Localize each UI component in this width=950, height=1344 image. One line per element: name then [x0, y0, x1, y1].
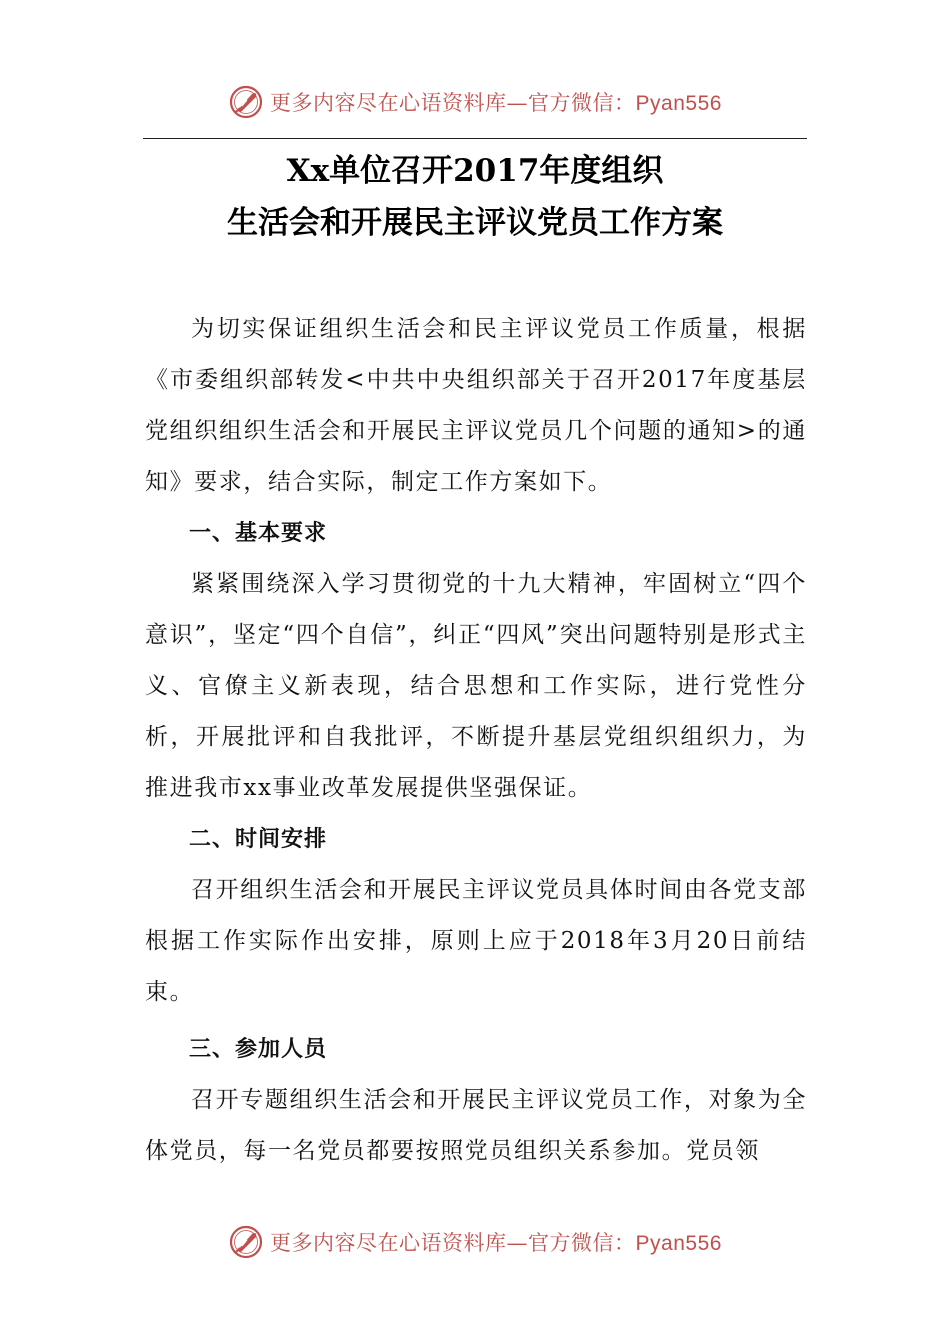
wechat-id: Pyan556	[635, 92, 722, 115]
wechat-id: Pyan556	[635, 1232, 722, 1255]
intro-paragraph: 为切实保证组织生活会和民主评议党员工作质量，根据《市委组织部转发<中共中央组织部关于召开2017年度基层党组织组织生活会和开展民主评议党员几个问题的通知>的通知》要求，结合实际，制定工作方案如下。	[145, 316, 807, 495]
quill-pen-logo-icon	[228, 84, 264, 120]
document-title-line-1: Xx单位召开2017年度组织	[286, 153, 664, 189]
watermark-text: 更多内容尽在心语资料库—官方微信：Pyan556	[270, 1231, 722, 1255]
document-body	[145, 304, 807, 1177]
section-heading-participants: 三、参加人员	[189, 1037, 328, 1062]
document-title-line-2: 生活会和开展民主评议党员工作方案	[227, 205, 723, 241]
section-body-requirements: 紧紧围绕深入学习贯彻党的十九大精神，牢固树立“四个意识”，坚定“四个自信”，纠正“四风”突出问题特别是形式主义、官僚主义新表现，结合思想和工作实际，进行党性分析，开展批评和自我批评，不断提升基层党组织组织力，为推进我市xx事业改革发展提供坚强保证。	[145, 571, 807, 801]
watermark-text: 更多内容尽在心语资料库—官方微信：Pyan556	[270, 91, 722, 115]
section-heading-requirements: 一、基本要求	[189, 521, 328, 546]
header-divider	[143, 138, 807, 139]
header-watermark-banner	[0, 80, 950, 124]
section-body-participants: 召开专题组织生活会和开展民主评议党员工作，对象为全体党员，每一名党员都要按照党员组织关系参加。党员领	[145, 1087, 807, 1164]
section-heading-schedule: 二、时间安排	[189, 827, 328, 852]
section-body-schedule: 召开组织生活会和开展民主评议党员具体时间由各党支部根据工作实际作出安排，原则上应于2018年3月20日前结束。	[145, 877, 807, 1005]
footer-watermark-banner	[0, 1220, 950, 1264]
quill-pen-logo-icon	[228, 1224, 264, 1260]
